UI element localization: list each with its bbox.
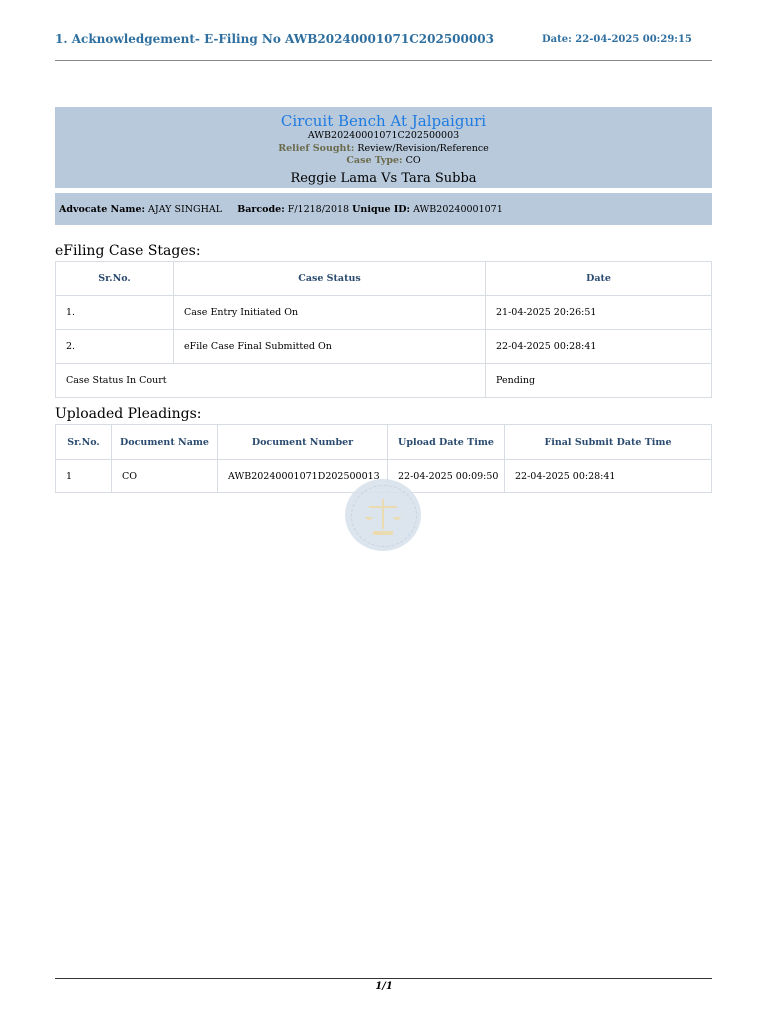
footer-divider (55, 978, 712, 979)
column-header: Sr.No. (56, 262, 174, 296)
stages-section-title: eFiling Case Stages: (55, 243, 201, 259)
advocate-name-value: AJAY SINGHAL (148, 204, 223, 215)
court-status-label: Case Status In Court (56, 364, 486, 398)
advocate-name-label: Advocate Name: (59, 204, 145, 215)
document-date: Date: 22-04-2025 00:29:15 (542, 34, 692, 45)
table-header-row (56, 262, 712, 296)
scales-icon (345, 479, 421, 551)
pleadings-section-title: Uploaded Pleadings: (55, 406, 202, 422)
barcode-value: F/1218/2018 (287, 204, 350, 215)
case-type (55, 155, 712, 168)
case-type-label: Case Type: (346, 155, 403, 166)
case-status-cell: eFile Case Final Submitted On (174, 330, 486, 364)
column-header: Date (486, 262, 712, 296)
column-header: Document Name (112, 425, 218, 460)
table-row (56, 364, 712, 398)
case-status-cell: Case Entry Initiated On (174, 296, 486, 330)
upload-date-cell: 22-04-2025 00:09:50 (388, 460, 505, 493)
column-header: Document Number (218, 425, 388, 460)
advocate-info-box (55, 193, 712, 225)
document-title: 1. Acknowledgement- E-Filing No AWB20240001071C202500003 (55, 32, 494, 46)
relief-sought-label: Relief Sought: (278, 142, 355, 154)
relief-sought-value: Review/Revision/Reference (357, 142, 489, 154)
final-submit-date-cell: 22-04-2025 00:28:41 (505, 460, 712, 493)
unique-id-value: AWB20240001071 (413, 204, 503, 215)
case-stages-table (55, 261, 712, 398)
date-cell: 21-04-2025 20:26:51 (486, 296, 712, 330)
court-seal-watermark-icon (345, 479, 421, 551)
document-number-cell: AWB20240001071D202500013 (218, 460, 388, 493)
case-parties: Reggie Lama Vs Tara Subba (290, 170, 477, 186)
column-header: Sr.No. (56, 425, 112, 460)
sr-no-cell: 1. (56, 296, 174, 330)
column-header: Case Status (174, 262, 486, 296)
header-divider (55, 60, 712, 61)
unique-id-label: Unique ID: (352, 204, 411, 215)
court-info-box (55, 107, 712, 188)
document-name-cell: CO (112, 460, 218, 493)
column-header: Upload Date Time (388, 425, 505, 460)
efiling-number: AWB20240001071C202500003 (307, 130, 460, 141)
date-cell: 22-04-2025 00:28:41 (486, 330, 712, 364)
column-header: Final Submit Date Time (505, 425, 712, 460)
case-type-value: CO (405, 155, 421, 166)
sr-no-cell: 2. (56, 330, 174, 364)
sr-no-cell: 1 (56, 460, 112, 493)
page-number: 1/1 (375, 981, 393, 992)
table-row (56, 330, 712, 364)
court-name: Circuit Bench At Jalpaiguri (280, 112, 487, 130)
table-header-row (56, 425, 712, 460)
barcode-label: Barcode: (237, 204, 285, 215)
court-status-value: Pending (486, 364, 712, 398)
relief-sought (55, 143, 712, 156)
table-row (56, 296, 712, 330)
